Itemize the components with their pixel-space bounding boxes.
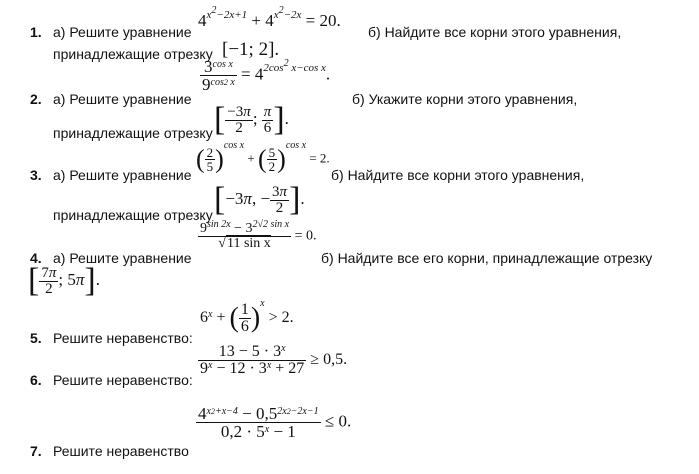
problem-3-segment: [−3π, − $\frac{3\pi}{2}$ ]. [214,181,305,218]
problem-5-number: 5. [30,330,42,346]
problem-6-number: 6. [30,372,42,388]
problem-6-text: Решите неравенство: [53,372,193,388]
problem-1-part-b: б) Найдите все корни этого уравнения, [368,24,622,40]
problem-2-part-a: а) Решите уравнение [53,91,192,107]
problem-3-segment-label: принадлежащие отрезку [53,207,213,223]
problem-4-part-a: а) Решите уравнение [53,250,192,266]
problem-4-equation: $\frac{9^{sin 2x} - 3^{2√2 sin x}}{\text{√11 sin x}}$ = 0. [200,219,317,251]
problem-2-number: 2. [30,91,42,107]
problem-1-equation: $4^{x2-2x+1} + 4^{x2-2x} = 20$. [198,5,341,30]
problem-7-inequality: $\frac{4^{x2+x-4} - 0,5^{2x2-2x-1}}{0,2 \cdot 5^x - 1}$ ≤ 0. [198,404,352,441]
problem-4-part-b: б) Найдите все его корни, принадлежащие отрезку [321,250,653,266]
problem-3-part-b: б) Найдите все корни этого уравнения, [331,167,585,183]
problem-1-part-a: а) Решите уравнение [53,24,192,40]
problem-1-number: 1. [30,24,42,40]
problem-2-equation: $\frac{3^{cos x}}{9^{cos2 x}}$ = $4^{2cos2 x-cos x}$. [202,57,331,94]
problem-3-number: 3. [30,167,42,183]
problem-4-number: 4. [30,250,42,266]
problem-7-text: Решите неравенство [53,443,189,459]
problem-1-segment-label: принадлежащие отрезку [53,46,213,62]
problem-3-equation: ( $\frac{2}{5}$ )$^{cos x}$ + ( $\frac{5}{2}$ )$^{cos x}$ = 2. [196,140,330,174]
problem-5-text: Решите неравенство: [53,330,193,346]
problem-6-inequality: $\frac{13 - 5 \cdot 3^x}{9^x - 12 \cdot 3^x + 27}$ ≥ 0,5. [200,343,348,377]
problem-1-segment: [−1; 2]. [222,39,280,60]
problem-2-part-b: б) Укажите корни этого уравнения, [352,91,578,107]
problem-2-segment: [ $\frac{-3\pi}{2}$ ; $\frac{\pi}{6}$ ]. [214,101,289,138]
problem-5-inequality: $6^x$ + ( $\frac{1}{6}$ )$^x$ > 2. [200,298,294,335]
problem-4-segment: [ $\frac{7\pi}{2}$ ; 5π]. [28,262,100,299]
problem-3-part-a: а) Решите уравнение [53,167,192,183]
problem-2-segment-label: принадлежащие отрезку [53,125,213,141]
problem-7-number: 7. [30,443,42,459]
